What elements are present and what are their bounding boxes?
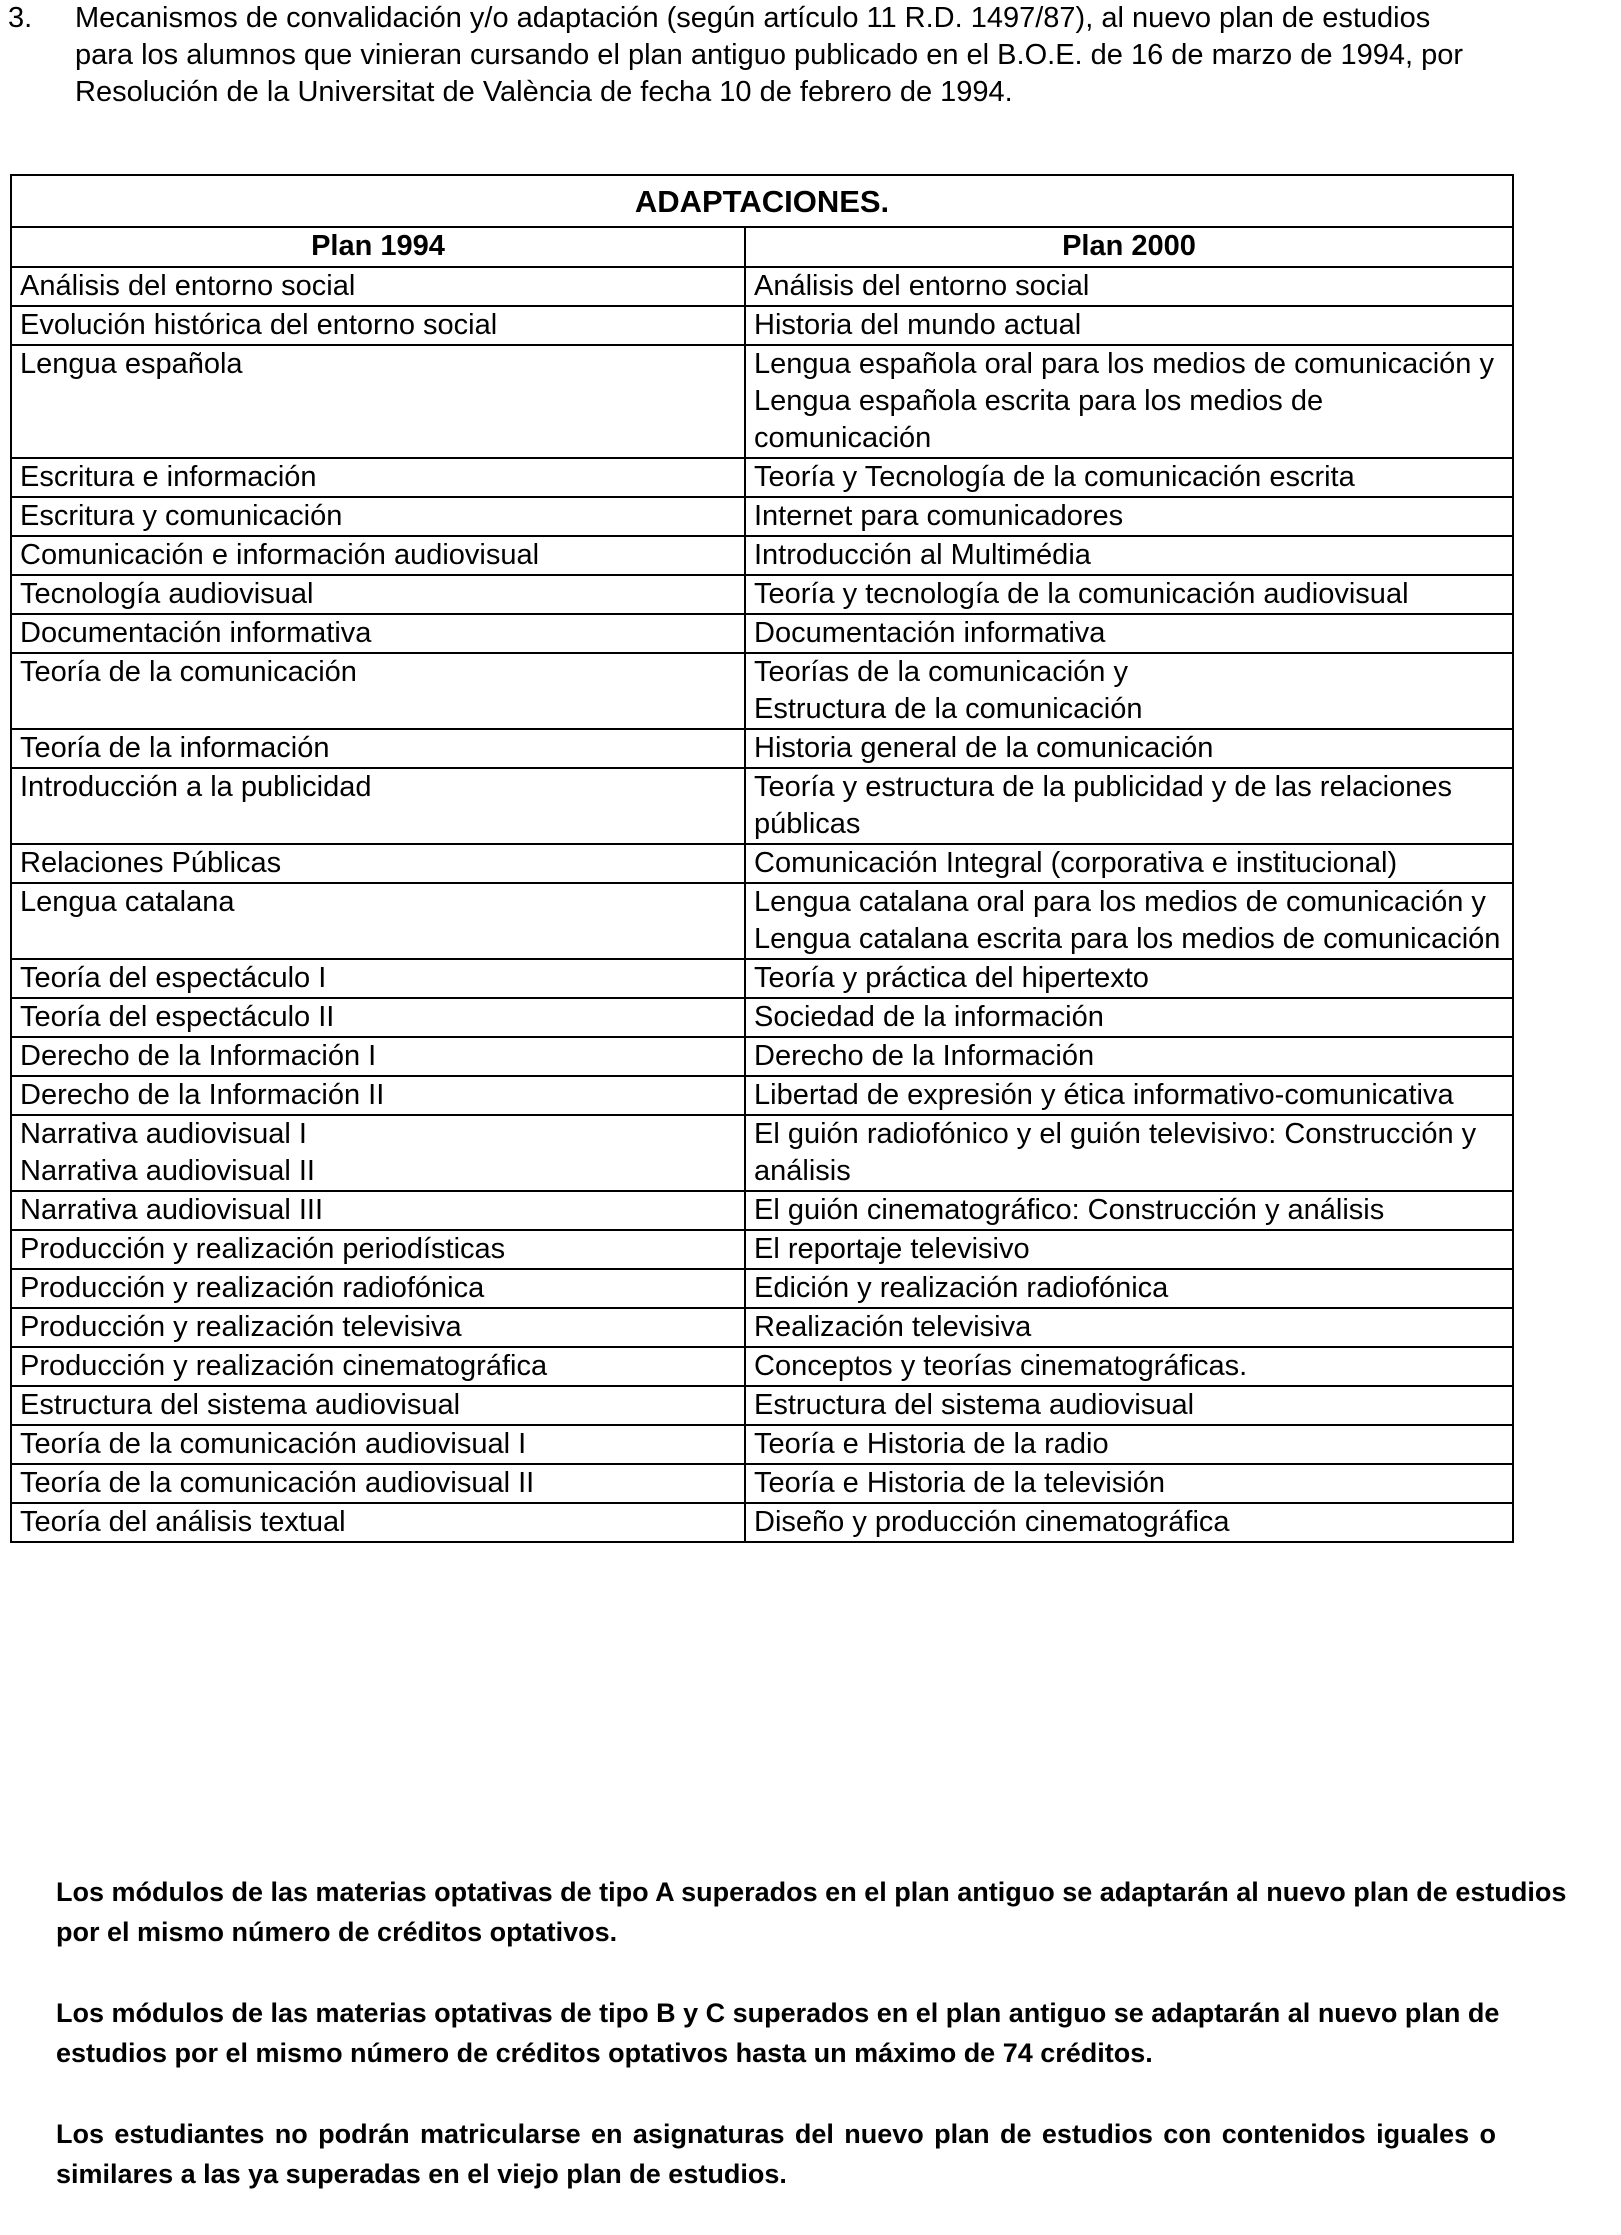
table-row [11,458,1513,497]
table-row [11,883,1513,959]
table-row [11,653,1513,729]
table-row [11,1191,1513,1230]
table-row [11,536,1513,575]
table-body [11,267,1513,1542]
adaptations-table [10,174,1514,1543]
cell-plan-1994: Documentación informativa [11,614,745,653]
table-row [11,998,1513,1037]
adaptations-table-wrap [10,174,1512,1543]
table-row [11,1464,1513,1503]
table-row [11,844,1513,883]
cell-plan-1994: Escritura e información [11,458,745,497]
cell-plan-1994: Derecho de la Información I [11,1037,745,1076]
cell-plan-2000: Diseño y producción cinematográfica [745,1503,1513,1542]
cell-plan-2000: El reportaje televisivo [745,1230,1513,1269]
cell-plan-2000: Libertad de expresión y ética informativo-comunicativa [745,1076,1513,1115]
cell-plan-2000: Estructura del sistema audiovisual [745,1386,1513,1425]
cell-plan-2000: Teoría e Historia de la radio [745,1425,1513,1464]
cell-plan-2000: Derecho de la Información [745,1037,1513,1076]
cell-plan-1994: Lengua española [11,345,745,458]
table-row [11,729,1513,768]
table-title: ADAPTACIONES. [11,175,1513,227]
cell-plan-1994: Comunicación e información audiovisual [11,536,745,575]
cell-plan-1994: Teoría del análisis textual [11,1503,745,1542]
cell-plan-1994: Teoría del espectáculo I [11,959,745,998]
cell-plan-1994: Tecnología audiovisual [11,575,745,614]
closing-notes [56,1872,1616,2235]
table-row [11,1386,1513,1425]
cell-plan-1994: Teoría de la comunicación audiovisual II [11,1464,745,1503]
table-row [11,497,1513,536]
cell-plan-1994: Lengua catalana [11,883,745,959]
cell-plan-2000: Edición y realización radiofónica [745,1269,1513,1308]
table-row [11,1425,1513,1464]
cell-plan-1994: Narrativa audiovisual I Narrativa audiovisual II [11,1115,745,1191]
cell-plan-2000: Teoría e Historia de la televisión [745,1464,1513,1503]
intro-text: Mecanismos de convalidación y/o adaptación (según artículo 11 R.D. 1497/87), al nuevo plan de estudios para los alumnos que vinieran cursando el plan antiguo publicado en el B.O.E. de 16 de marzo de 1994, por Resolución de la Universitat de València de fecha 10 de febrero de 1994. [75,2,1464,108]
cell-plan-2000: Lengua catalana oral para los medios de comunicación y Lengua catalana escrita para los medios de comunicación [745,883,1513,959]
table-row [11,1230,1513,1269]
cell-plan-1994: Escritura y comunicación [11,497,745,536]
cell-plan-2000: Teoría y Tecnología de la comunicación escrita [745,458,1513,497]
table-row [11,1308,1513,1347]
note-optional-type-b-c: Los módulos de las materias optativas de tipo B y C superados en el plan antiguo se adaptarán al nuevo plan de estudios por el mismo número de créditos optativos hasta un máximo de 74 créditos. [56,1998,1500,2068]
table-row [11,768,1513,844]
cell-plan-1994: Teoría del espectáculo II [11,998,745,1037]
cell-plan-1994: Producción y realización radiofónica [11,1269,745,1308]
cell-plan-1994: Teoría de la comunicación [11,653,745,729]
cell-plan-2000: Teoría y tecnología de la comunicación audiovisual [745,575,1513,614]
cell-plan-1994: Producción y realización cinematográfica [11,1347,745,1386]
cell-plan-1994: Relaciones Públicas [11,844,745,883]
cell-plan-2000: El guión radiofónico y el guión televisivo: Construcción y análisis [745,1115,1513,1191]
cell-plan-2000: Lengua española oral para los medios de comunicación y Lengua española escrita para los medios de comunicación [745,345,1513,458]
cell-plan-2000: Historia general de la comunicación [745,729,1513,768]
table-row [11,306,1513,345]
cell-plan-1994: Estructura del sistema audiovisual [11,1386,745,1425]
cell-plan-1994: Producción y realización televisiva [11,1308,745,1347]
column-header-plan-1994: Plan 1994 [11,227,745,267]
column-header-plan-2000: Plan 2000 [745,227,1513,267]
cell-plan-1994: Producción y realización periodísticas [11,1230,745,1269]
table-row [11,1347,1513,1386]
intro-paragraph [8,0,1488,111]
cell-plan-1994: Análisis del entorno social [11,267,745,306]
table-row [11,1115,1513,1191]
table-row [11,267,1513,306]
cell-plan-2000: Historia del mundo actual [745,306,1513,345]
cell-plan-2000: Documentación informativa [745,614,1513,653]
table-row [11,1037,1513,1076]
cell-plan-1994: Derecho de la Información II [11,1076,745,1115]
intro-number: 3. [8,2,33,34]
cell-plan-1994: Evolución histórica del entorno social [11,306,745,345]
cell-plan-2000: Teoría y estructura de la publicidad y de las relaciones públicas [745,768,1513,844]
cell-plan-1994: Introducción a la publicidad [11,768,745,844]
cell-plan-2000: Comunicación Integral (corporativa e institucional) [745,844,1513,883]
table-row [11,1503,1513,1542]
cell-plan-2000: Teorías de la comunicación y Estructura de la comunicación [745,653,1513,729]
cell-plan-2000: Sociedad de la información [745,998,1513,1037]
table-row [11,1076,1513,1115]
cell-plan-2000: Internet para comunicadores [745,497,1513,536]
cell-plan-2000: Análisis del entorno social [745,267,1513,306]
table-row [11,959,1513,998]
note-optional-type-a: Los módulos de las materias optativas de tipo A superados en el plan antiguo se adaptarán al nuevo plan de estudios por el mismo número de créditos optativos. [56,1877,1567,1947]
table-row [11,575,1513,614]
cell-plan-1994: Teoría de la comunicación audiovisual I [11,1425,745,1464]
cell-plan-1994: Teoría de la información [11,729,745,768]
note-enrollment-restriction: Los estudiantes no podrán matricularse en asignaturas del nuevo plan de estudios con contenidos iguales o similares a las ya superadas en el viejo plan de estudios. [56,2119,1496,2189]
cell-plan-2000: Teoría y práctica del hipertexto [745,959,1513,998]
table-row [11,345,1513,458]
cell-plan-2000: El guión cinematográfico: Construcción y análisis [745,1191,1513,1230]
cell-plan-2000: Realización televisiva [745,1308,1513,1347]
cell-plan-2000: Conceptos y teorías cinematográficas. [745,1347,1513,1386]
cell-plan-2000: Introducción al Multimédia [745,536,1513,575]
table-row [11,614,1513,653]
cell-plan-1994: Narrativa audiovisual III [11,1191,745,1230]
table-row [11,1269,1513,1308]
